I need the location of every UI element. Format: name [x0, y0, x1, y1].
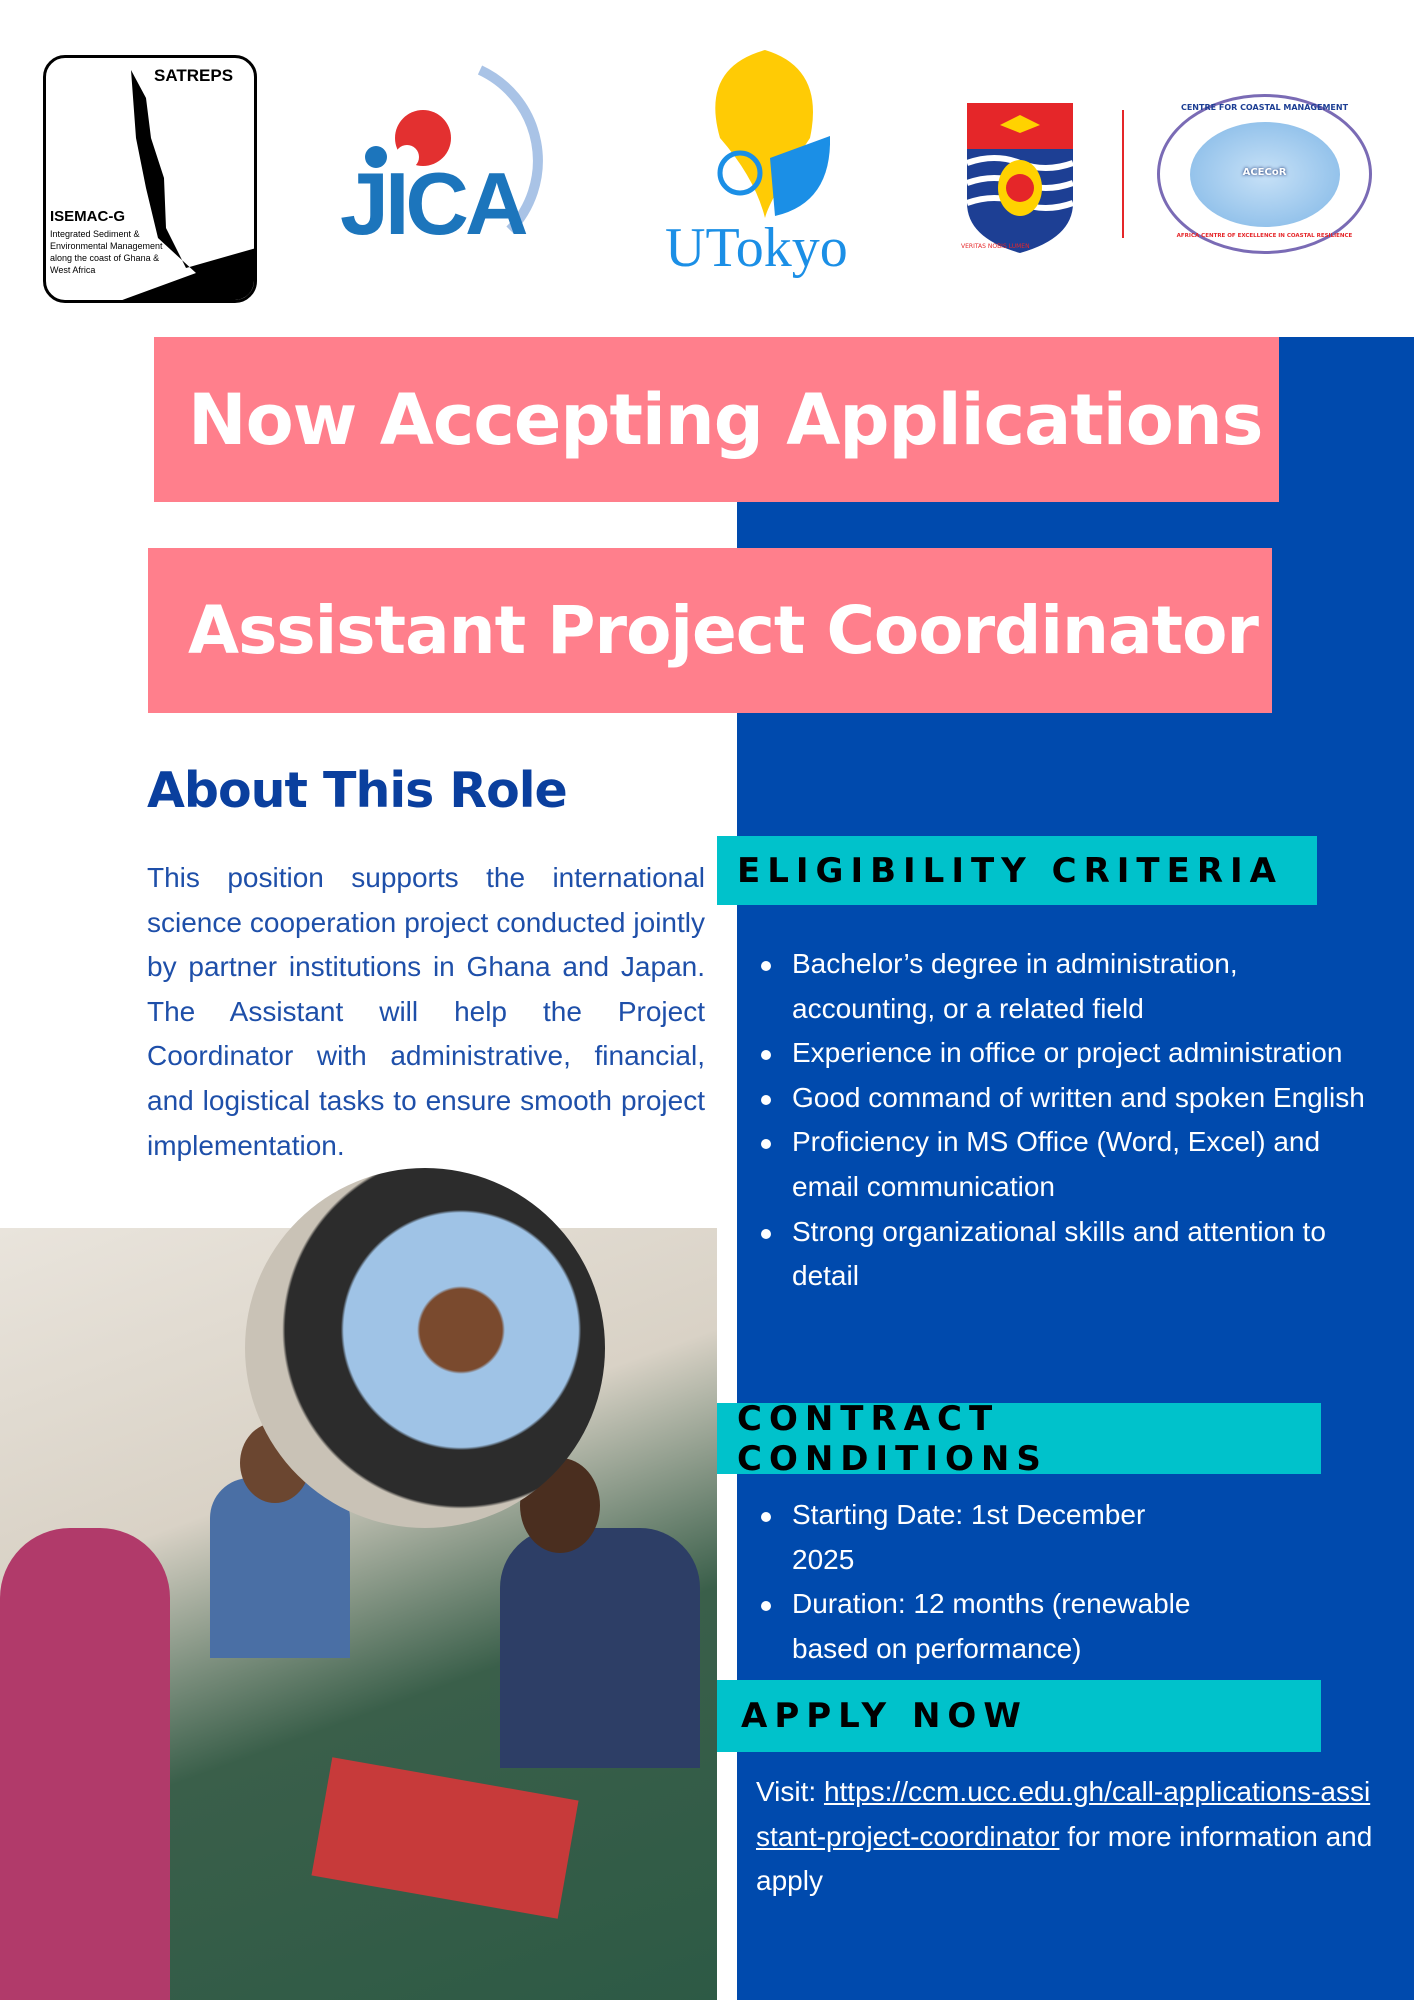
ucc-crest [955, 103, 1087, 253]
headline: Now Accepting Applications [188, 378, 1263, 461]
visit-prefix: Visit: [756, 1776, 824, 1807]
about-title: About This Role [147, 762, 567, 819]
position-title: Assistant Project Coordinator [188, 592, 1258, 669]
jica-wordmark: JICA [340, 154, 525, 253]
contract-title: CONTRACT CONDITIONS [737, 1398, 1048, 1479]
application-link[interactable]: https://ccm.ucc.edu.gh/call-applications-assistant-project-coordinator [756, 1776, 1371, 1852]
satreps-title: SATREPS [154, 66, 234, 85]
logo-divider [1122, 110, 1124, 238]
list-item: Good command of written and spoken English [761, 1076, 1381, 1121]
position-banner [148, 548, 1272, 713]
acecor-logo [1157, 94, 1372, 254]
portrait-photo [245, 1168, 605, 1528]
contract-header [717, 1398, 1321, 1479]
ucc-motto: VERITAS NOBIS LUMEN [961, 243, 1030, 250]
eligibility-list [761, 942, 1381, 1299]
list-item: Duration: 12 months (renewable based on performance) [761, 1582, 1201, 1671]
isemac-subtitle: Integrated Sediment & Environmental Management along the coast of Ghana & West Africa [50, 229, 163, 275]
visit-suffix: for more information and apply [756, 1820, 1373, 1897]
jica-logo [340, 65, 590, 275]
about-text: This position supports the international science cooperation project conducted jointly by partner institutions in Ghana and Japan. The Assistant will help the Project Coordinator with administrative, financial, and logistical tasks to ensure smooth project implementation. [147, 862, 705, 1161]
list-item: Experience in office or project administration [761, 1031, 1381, 1076]
list-item: Proficiency in MS Office (Word, Excel) and email communication [761, 1120, 1381, 1209]
eligibility-title: ELIGIBILITY CRITERIA [737, 850, 1283, 891]
eligibility-header [717, 836, 1317, 905]
satreps-logo [43, 55, 257, 303]
apply-title: APPLY NOW [741, 1696, 1028, 1736]
list-item: Bachelor’s degree in administration, accounting, or a related field [761, 942, 1381, 1031]
isemac-name: ISEMAC-G [50, 208, 125, 225]
list-item: Strong organizational skills and attention to detail [761, 1210, 1381, 1299]
headline-banner [154, 337, 1279, 502]
apply-text [756, 1770, 1376, 1904]
apply-header [717, 1680, 1321, 1752]
utokyo-logo [660, 48, 885, 288]
acecor-top-text: CENTRE FOR COASTAL MANAGEMENT [1180, 103, 1349, 112]
list-item: Starting Date: 1st December 2025 [761, 1493, 1201, 1582]
acecor-bottom-text: AFRICA CENTRE OF EXCELLENCE IN COASTAL RESILIENCE [1176, 233, 1353, 239]
utokyo-wordmark: UTokyo [665, 217, 848, 279]
contract-list [761, 1493, 1201, 1671]
acecor-center: ACECoR [1242, 167, 1287, 178]
